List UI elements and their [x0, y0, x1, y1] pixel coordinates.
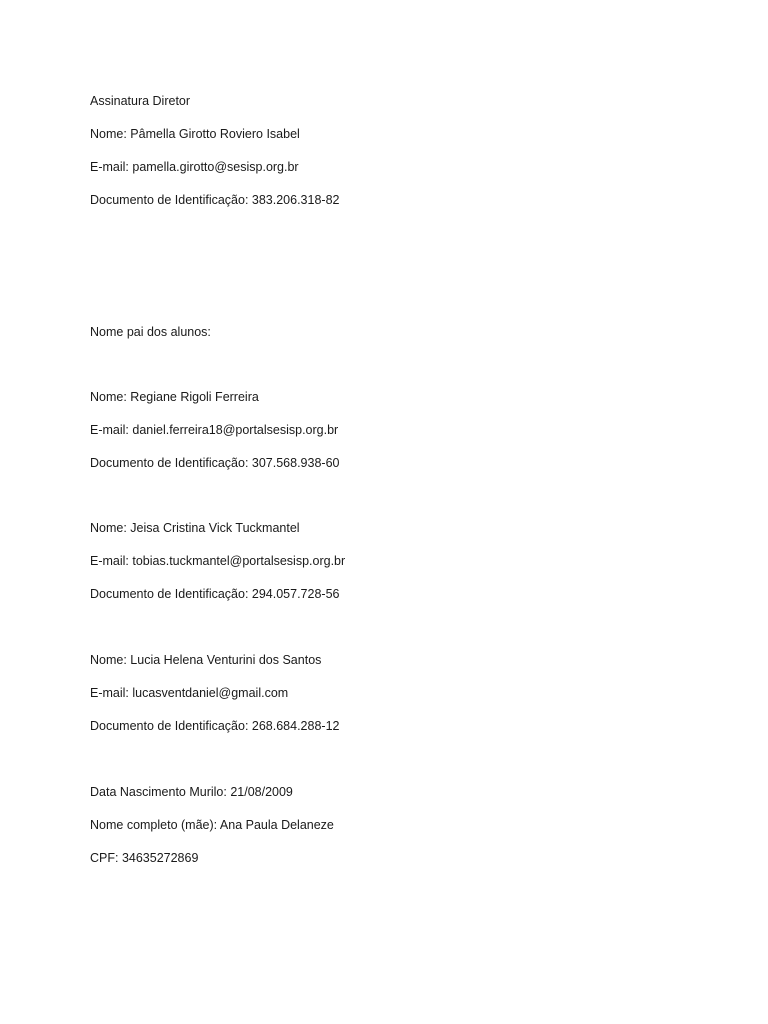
director-name: Nome: Pâmella Girotto Roviero Isabel — [90, 127, 300, 141]
mother-full-name: Nome completo (mãe): Ana Paula Delaneze — [90, 818, 334, 832]
birth-date-murilo: Data Nascimento Murilo: 21/08/2009 — [90, 785, 293, 799]
parent-1-name: Nome: Regiane Rigoli Ferreira — [90, 390, 259, 404]
parent-3-email: E-mail: lucasventdaniel@gmail.com — [90, 686, 289, 700]
parent-3-name: Nome: Lucia Helena Venturini dos Santos — [90, 653, 322, 667]
director-email: E-mail: pamella.girotto@sesisp.org.br — [90, 160, 299, 174]
parents-heading: Nome pai dos alunos: — [90, 325, 211, 339]
parent-1-document: Documento de Identificação: 307.568.938-60 — [90, 456, 340, 470]
parent-2-name: Nome: Jeisa Cristina Vick Tuckmantel — [90, 521, 300, 535]
cpf-number: CPF: 34635272869 — [90, 851, 199, 865]
parent-2-document: Documento de Identificação: 294.057.728-56 — [90, 587, 340, 601]
parent-3-document: Documento de Identificação: 268.684.288-12 — [90, 719, 340, 733]
director-document: Documento de Identificação: 383.206.318-82 — [90, 193, 340, 207]
director-heading: Assinatura Diretor — [90, 94, 191, 108]
parent-2-email: E-mail: tobias.tuckmantel@portalsesisp.org.br — [90, 554, 346, 568]
parent-1-email: E-mail: daniel.ferreira18@portalsesisp.org.br — [90, 423, 339, 437]
